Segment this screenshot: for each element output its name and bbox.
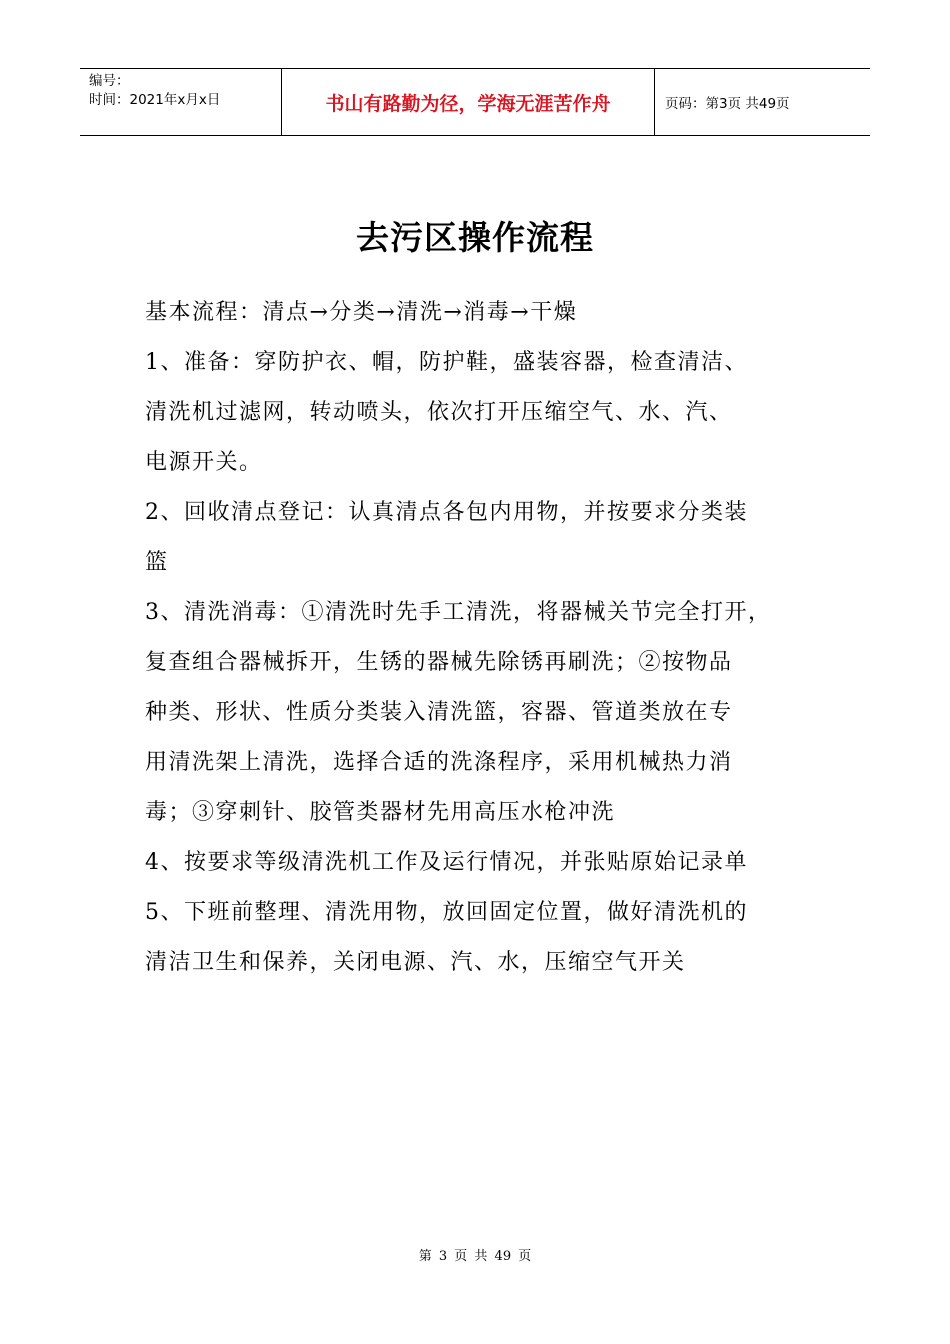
body-line: 5、下班前整理、清洗用物，放回固定位置，做好清洗机的 (145, 900, 748, 925)
header-page-info: 页码：第3页 共49页 (665, 96, 790, 112)
body-line: 复查组合器械拆开，生锈的器械先除锈再刷洗；②按物品 (145, 650, 733, 675)
body-line: 3、清洗消毒：①清洗时先手工清洗，将器械关节完全打开， (145, 600, 772, 625)
header-motto: 书山有路勤为径，学海无涯苦作舟 (282, 69, 655, 135)
body-line: 清洗机过滤网，转动喷头，依次打开压缩空气、水、汽、 (145, 400, 733, 425)
page-header (80, 68, 870, 136)
time-label: 时间：2021年x月x日 (89, 92, 221, 108)
body-line: 篮 (145, 550, 169, 575)
body-line: 2、回收清点登记：认真清点各包内用物，并按要求分类装 (145, 500, 748, 525)
body-line: 1、准备：穿防护衣、帽，防护鞋，盛装容器，检查清洁、 (145, 350, 748, 375)
body-line: 清洁卫生和保养，关闭电源、汽、水，压缩空气开关 (145, 950, 686, 975)
body-line: 4、按要求等级清洗机工作及运行情况，并张贴原始记录单 (145, 850, 748, 875)
page-title: 去污区操作流程 (356, 218, 594, 257)
body-line: 种类、形状、性质分类装入清洗篮，容器、管道类放在专 (145, 700, 733, 725)
header-meta (80, 69, 282, 135)
body-line: 基本流程：清点→分类→清洗→消毒→干燥 (145, 300, 578, 325)
number-label: 编号： (89, 73, 130, 89)
document-body (145, 288, 830, 988)
body-line: 电源开关。 (145, 450, 263, 475)
page-footer: 第 3 页 共 49 页 (418, 1249, 532, 1264)
body-line: 用清洗架上清洗，选择合适的洗涤程序，采用机械热力消 (145, 750, 733, 775)
body-line: 毒；③穿刺针、胶管类器材先用高压水枪冲洗 (145, 800, 616, 825)
